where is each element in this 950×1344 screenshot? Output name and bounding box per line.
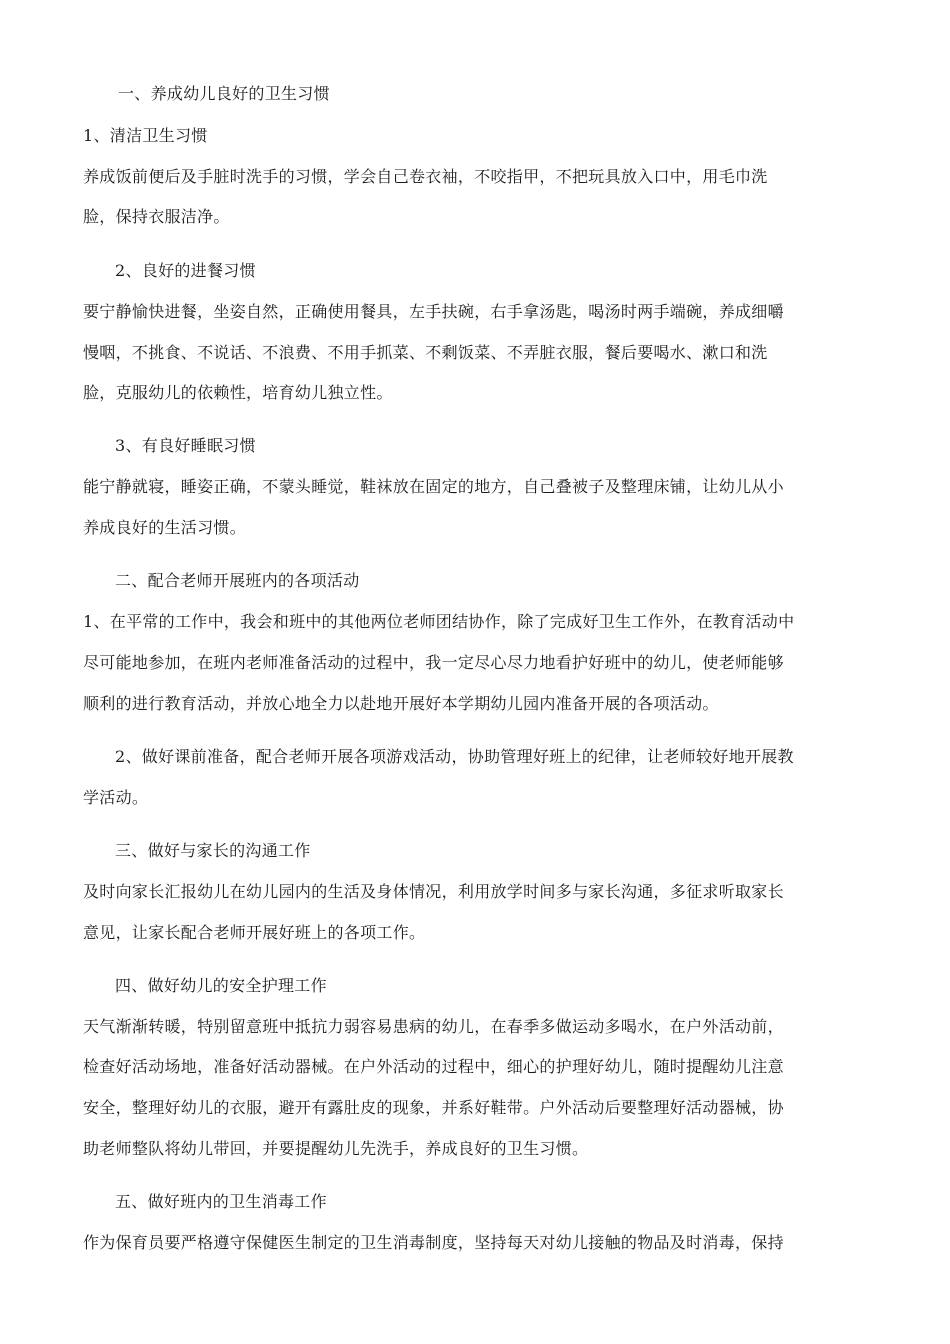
body-text-line: 助老师整队将幼儿带回，并要提醒幼儿先洗手，养成良好的卫生习惯。 (83, 1139, 589, 1158)
body-text-line: 顺利的进行教育活动，并放心地全力以赴地开展好本学期幼儿园内准备开展的各项活动。 (83, 694, 719, 713)
body-text-line: 尽可能地参加，在班内老师准备活动的过程中，我一定尽心尽力地看护好班中的幼儿，使老师能够 (83, 653, 784, 672)
body-text-line: 安全，整理好幼儿的衣服，避开有露肚皮的现象，并系好鞋带。户外活动后要整理好活动器械，协 (83, 1098, 784, 1117)
body-text-line: 2、做好课前准备，配合老师开展各项游戏活动，协助管理好班上的纪律，让老师较好地开展教 (115, 747, 794, 766)
section-heading-2: 二、配合老师开展班内的各项活动 (115, 571, 360, 590)
subsection-heading: 3、有良好睡眠习惯 (115, 436, 256, 455)
subsection-heading: 1、清洁卫生习惯 (83, 126, 208, 145)
body-text-line: 养成良好的生活习惯。 (83, 518, 247, 537)
body-text-line: 1、在平常的工作中，我会和班中的其他两位老师团结协作，除了完成好卫生工作外，在教育活动中 (83, 612, 795, 631)
subsection-heading: 2、良好的进餐习惯 (115, 261, 256, 280)
body-text-line: 能宁静就寝，睡姿正确，不蒙头睡觉，鞋袜放在固定的地方，自己叠被子及整理床铺，让幼儿从小 (83, 477, 784, 496)
body-text-line: 养成饭前便后及手脏时洗手的习惯，学会自己卷衣袖，不咬指甲，不把玩具放入口中，用毛巾洗 (83, 167, 768, 186)
body-text-line: 慢咽，不挑食、不说话、不浪费、不用手抓菜、不剩饭菜、不弄脏衣服，餐后要喝水、漱口和洗 (83, 343, 768, 362)
body-text-line: 及时向家长汇报幼儿在幼儿园内的生活及身体情况，利用放学时间多与家长沟通，多征求听取家长 (83, 882, 784, 901)
body-text-line: 脸，克服幼儿的依赖性，培育幼儿独立性。 (83, 383, 393, 402)
section-heading-3: 三、做好与家长的沟通工作 (115, 841, 311, 860)
section-heading-5: 五、做好班内的卫生消毒工作 (115, 1192, 327, 1211)
section-heading-4: 四、做好幼儿的安全护理工作 (115, 976, 327, 995)
body-text-line: 要宁静愉快进餐，坐姿自然，正确使用餐具，左手扶碗，右手拿汤匙，喝汤时两手端碗，养成细嚼 (83, 302, 784, 321)
body-text-line: 学活动。 (83, 788, 149, 807)
section-heading-1: 一、养成幼儿良好的卫生习惯 (118, 84, 330, 103)
body-text-line: 检查好活动场地，准备好活动器械。在户外活动的过程中，细心的护理好幼儿，随时提醒幼儿注意 (83, 1057, 784, 1076)
body-text-line: 天气渐渐转暖，特别留意班中抵抗力弱容易患病的幼儿，在春季多做运动多喝水，在户外活动前， (83, 1017, 784, 1036)
body-text-line: 脸，保持衣服洁净。 (83, 207, 230, 226)
body-text-line: 意见，让家长配合老师开展好班上的各项工作。 (83, 923, 426, 942)
body-text-line: 作为保育员要严格遵守保健医生制定的卫生消毒制度，坚持每天对幼儿接触的物品及时消毒，保持 (83, 1233, 784, 1252)
